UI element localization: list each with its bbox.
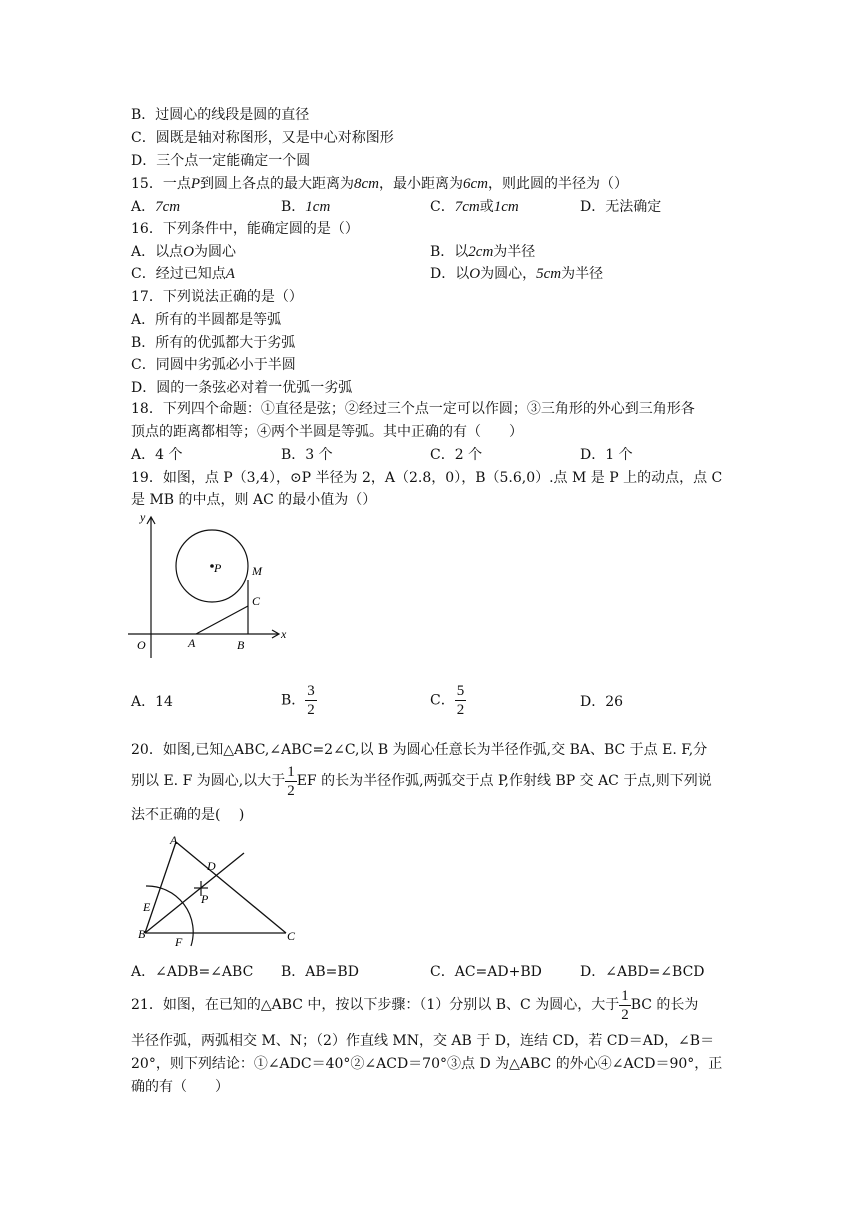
label-d: D xyxy=(207,859,216,873)
option-value: 7cm xyxy=(454,199,480,215)
q20-stem-line1: 20．如图,已知△ABC,∠ABC=2∠C,以 B 为圆心任意长为半径作弧,交 BA、BC 于点 E. F,分 xyxy=(131,742,708,758)
option-value: 7cm xyxy=(155,199,181,215)
label-p: P xyxy=(201,892,209,906)
q15-min-distance: 6cm xyxy=(463,176,488,192)
q19-option-b xyxy=(281,682,317,719)
point-o: O xyxy=(469,266,481,282)
q20-option-c: C．AC=AD+BD xyxy=(430,964,542,980)
q14-option-b: B．过圆心的线段是圆的直径 xyxy=(131,107,310,123)
label-p: P xyxy=(214,561,222,575)
fraction xyxy=(455,682,467,719)
point-o: O xyxy=(183,244,194,260)
q15-option-a xyxy=(131,197,180,217)
q15-stem-part: ，则此圆的半径为（） xyxy=(488,176,628,192)
q17-stem: 17．下列说法正确的是（） xyxy=(131,289,303,305)
stem-text: BC 的长为 xyxy=(630,997,699,1013)
q21-stem-line2: 半径作弧，两弧相交 M、N；（2）作直线 MN，交 AB 于 D，连结 CD，若 CD＝AD，∠B＝ xyxy=(131,1033,715,1049)
q21-stem-line4: 确的有（ ） xyxy=(131,1079,229,1095)
option-text: 为圆心 xyxy=(193,244,236,260)
q17-option-d: D．圆的一条弦必对着一优弧一劣弧 xyxy=(131,380,353,396)
q17-option-c: C．同圆中劣弧必小于半圆 xyxy=(131,357,296,373)
label-a: A xyxy=(188,636,196,650)
q18-option-d: D．1 个 xyxy=(580,447,633,463)
stem-text: 别以 E. F 为圆心,以大于 xyxy=(131,773,286,789)
q20-figure xyxy=(138,832,308,954)
label-e: E xyxy=(143,900,151,914)
fraction xyxy=(619,987,631,1024)
option-text: C．经过已知点 xyxy=(131,266,226,282)
fraction-denominator: 2 xyxy=(621,1006,629,1023)
option-text: 为半径 xyxy=(561,266,604,282)
label-o: O xyxy=(137,638,146,652)
option-label: B． xyxy=(281,692,306,709)
option-label: B． xyxy=(281,199,306,215)
q17-option-b: B．所有的优弧都大于劣弧 xyxy=(131,335,296,351)
option-value: 1cm xyxy=(305,199,331,215)
q14-option-c: C．圆既是轴对称图形，又是中心对称图形 xyxy=(131,130,394,146)
q18-stem-line1: 18．下列四个命题：①直径是弦；②经过三个点一定可以作圆；③三角形的外心到三角形各 xyxy=(131,401,695,417)
q16-option-a xyxy=(131,242,236,262)
fraction-numerator: 5 xyxy=(456,683,465,699)
q21-stem-line1 xyxy=(131,986,698,1024)
q18-option-a: A．4 个 xyxy=(131,447,183,463)
q19-option-c xyxy=(430,682,466,719)
q20-option-d: D．∠ABD=∠BCD xyxy=(580,964,705,980)
fraction xyxy=(305,682,317,719)
q16-option-b xyxy=(430,242,535,262)
q15-option-d: D．无法确定 xyxy=(580,199,662,215)
option-label: C． xyxy=(430,692,455,709)
option-text: D．以 xyxy=(430,266,470,282)
fraction-numerator: 1 xyxy=(287,763,295,780)
q14-option-d: D．三个点一定能确定一个圆 xyxy=(131,153,311,169)
option-label: C． xyxy=(430,199,455,215)
fraction-denominator: 2 xyxy=(287,782,295,799)
q18-stem-line2: 顶点的距离都相等；④两个半圆是等弧。其中正确的有（ ） xyxy=(131,424,523,440)
option-connector: 或 xyxy=(479,199,494,215)
q15-option-b xyxy=(281,197,330,217)
label-y: y xyxy=(140,510,146,524)
fraction xyxy=(285,763,297,800)
q20-stem-line2 xyxy=(131,762,712,800)
q19-option-a: A．14 xyxy=(131,694,173,710)
label-a: A xyxy=(170,833,178,847)
q19-stem-line2: 是 MB 的中点，则 AC 的最小值为（） xyxy=(131,492,377,508)
fraction-numerator: 1 xyxy=(621,987,629,1004)
q15-stem xyxy=(131,174,628,194)
label-x: x xyxy=(281,627,287,641)
point-a: A xyxy=(225,266,235,282)
segment-ac xyxy=(196,606,248,634)
q17-option-a: A．所有的半圆都是等弧 xyxy=(131,312,282,328)
q16-option-c xyxy=(131,264,235,284)
label-c: C xyxy=(252,594,261,608)
arc-ef xyxy=(146,886,193,946)
q21-stem-line3: 20°，则下列结论：①∠ADC＝40°②∠ACD＝70°③点 D 为△ABC 的外心④∠ACD＝90°，正 xyxy=(131,1056,723,1072)
q15-stem-part: ，最小距离为 xyxy=(379,176,463,192)
option-text: A．以点 xyxy=(131,244,184,260)
stem-text: EF 的长为半径作弧,两弧交于点 P,作射线 BP 交 AC 于点,则下列说 xyxy=(296,773,712,789)
q20-stem-line3: 法不正确的是( ) xyxy=(131,807,245,823)
option-label: A． xyxy=(131,199,156,215)
q16-option-d xyxy=(430,264,603,284)
label-b: B xyxy=(237,638,245,652)
q20-option-b: B．AB=BD xyxy=(281,964,359,980)
label-m: M xyxy=(252,564,262,578)
fraction-denominator: 2 xyxy=(456,702,465,718)
ray-bp xyxy=(145,853,244,933)
q19-option-d: D．26 xyxy=(580,694,624,710)
fraction-numerator: 3 xyxy=(307,683,315,699)
q20-option-a: A．∠ADB=∠ABC xyxy=(131,964,254,980)
option-value: 1cm xyxy=(493,199,519,215)
stem-text: 21．如图，在已知的△ABC 中，按以下步骤：（1）分别以 B、C 为圆心，大于 xyxy=(131,997,620,1013)
q19-figure xyxy=(128,508,298,658)
option-text: B．以 xyxy=(430,244,469,260)
q18-option-b: B．3 个 xyxy=(281,447,333,463)
label-b: B xyxy=(138,927,146,941)
q19-stem-line1: 19．如图，点 P（3,4），⊙P 半径为 2，A（2.8，0），B（5.6,0）.点 M 是 P 上的动点，点 C xyxy=(131,470,723,486)
q15-max-distance: 8cm xyxy=(354,176,379,192)
q15-stem-part: 15．一点 xyxy=(131,176,191,192)
fraction-denominator: 2 xyxy=(307,702,315,718)
q15-point-p: P xyxy=(190,176,200,192)
q15-option-c xyxy=(430,197,519,217)
option-value: 5cm xyxy=(536,266,562,282)
q15-stem-part: 到圆上各点的最大距离为 xyxy=(200,176,354,192)
side-ac xyxy=(176,842,286,933)
option-text: 为圆心， xyxy=(480,266,537,282)
q16-stem: 16．下列条件中，能确定圆的是（） xyxy=(131,221,359,237)
option-text: 为半径 xyxy=(493,244,536,260)
label-c: C xyxy=(287,929,296,943)
option-value: 2cm xyxy=(468,244,494,260)
q18-option-c: C．2 个 xyxy=(430,447,483,463)
label-f: F xyxy=(175,935,183,949)
